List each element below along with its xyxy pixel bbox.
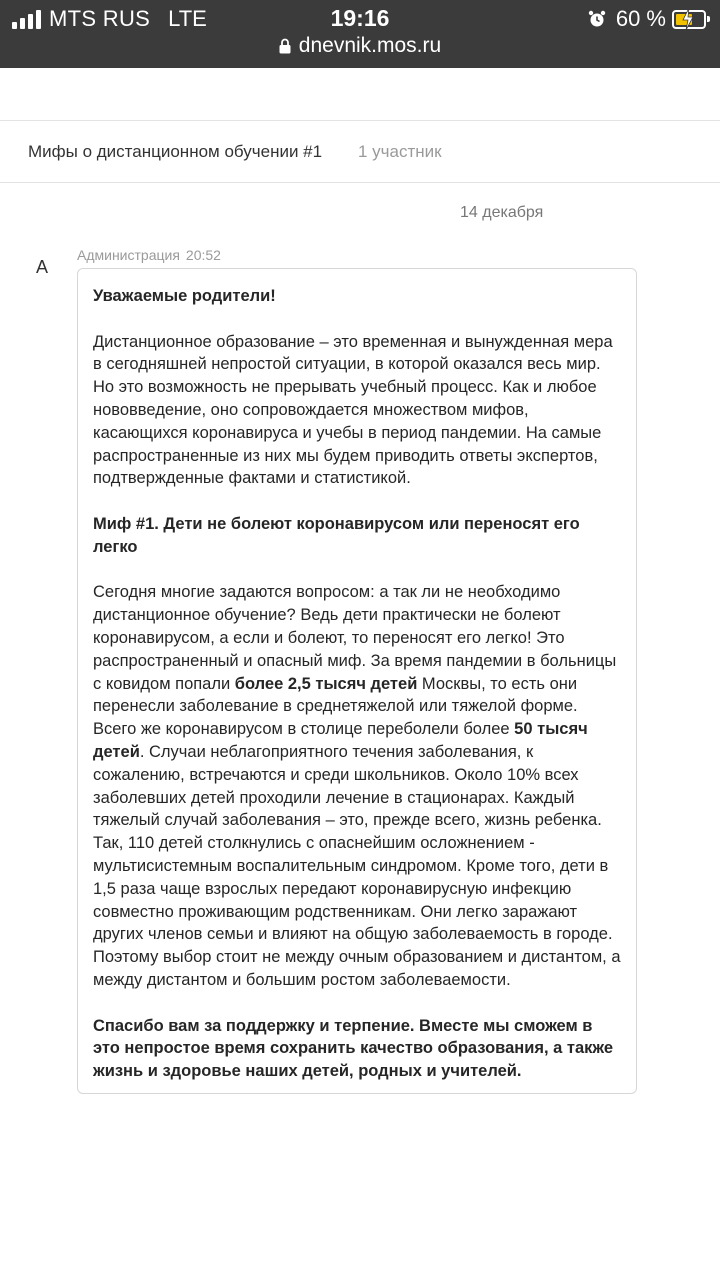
divider-bottom — [0, 182, 720, 183]
status-right — [588, 6, 706, 32]
address-bar[interactable] — [0, 34, 720, 58]
message-time: 20:52 — [185, 247, 221, 263]
message-author: Администрация — [77, 247, 180, 263]
status-bar — [0, 0, 720, 68]
avatar: А — [36, 257, 49, 277]
highlight-hospitalized: более 2,5 тысяч детей — [234, 674, 418, 693]
divider-top — [0, 120, 720, 121]
highlight-recovered: 50 тысяч детей — [93, 720, 588, 761]
myth-heading: Миф #1. Дети не болеют коронавирусом или переносят его легко — [93, 514, 580, 556]
lock-icon — [279, 38, 291, 54]
chat-header — [0, 122, 720, 182]
message-meta — [77, 247, 227, 263]
url-text: dnevnik.mos.ru — [298, 34, 442, 57]
carrier-label: MTS RUS — [49, 6, 151, 31]
message-bubble — [77, 268, 637, 1094]
date-separator: 14 декабря — [460, 204, 544, 221]
chat-members-count[interactable]: 1 участник — [358, 142, 442, 161]
message-body: Сегодня многие задаются вопросом: а так ли не необходимо дистанционное обучение? Ведь дети практически не болеют коронавирусом, а если и болеют, то переносят его легко! Это распространенный и опасный миф. За время пандемии в больницы с ковидом попали более 2,5 тысяч детей Москвы, то есть они перенесли заболевание в среднетяжелой или тяжелой форме. Всего же коронавирусом в столице переболели более 50 тысяч детей. Случаи неблагоприятного течения заболевания, к сожалению, встречаются и среди школьников. Около 10% всех заболевших детей проходили лечение в стационарах. Каждый тяжелый случай заболевания – это, прежде всего, жизнь ребенка. Так, 110 детей столкнулись с опаснейшим осложнением - мультисистемным воспалительным синдромом. Кроме того, дети в 1,5 раза чаще взрослых передают коронавирусную инфекцию совместно проживающим родственникам. Они легко заражают других членов семьи и влияют на общую заболеваемость в городе. Поэтому выбор стоит не между очным образованием и дистантом, а между дистантом и большим ростом заболеваемости. — [93, 583, 621, 989]
message-closing: Спасибо вам за поддержку и терпение. Вместе мы сможем в это непростое время сохранить качество образования, а также жизнь и здоровье наших детей, родных и учителей. — [93, 1016, 614, 1081]
chat-title: Мифы о дистанционном обучении #1 — [28, 142, 323, 161]
clock: 19:16 — [330, 5, 390, 31]
battery-icon — [672, 10, 706, 29]
alarm-icon — [588, 10, 606, 28]
message-greeting: Уважаемые родители! — [93, 287, 276, 305]
message-intro: Дистанционное образование – это временная и вынужденная мера в сегодняшней непростой ситуации, в которой оказался весь мир. Но это возможность не прерывать учебный процесс. Как и любое нововведение, оно сопровождается множеством мифов, касающихся коронавируса и учебы в период пандемии. На самые распространенные из них мы будем приводить ответы экспертов, подтвержденные фактами и статистикой. — [93, 332, 613, 488]
network-label: LTE — [168, 6, 207, 31]
battery-percent: 60 % — [615, 6, 666, 31]
